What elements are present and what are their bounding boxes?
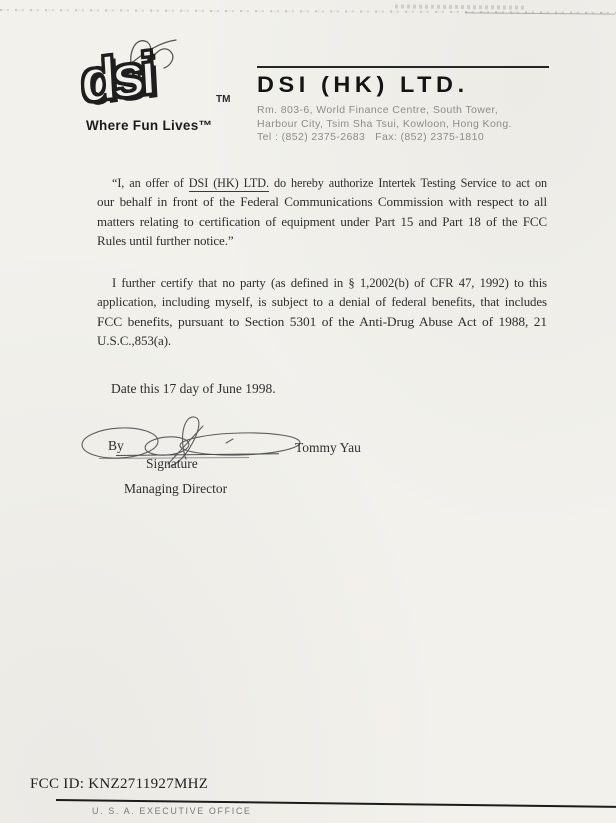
paragraph-line: matters relating to certification of equipment under Part 15 and Part 18 of the FCC xyxy=(97,213,547,229)
logo-wordmark: dsi xyxy=(78,39,154,116)
paragraph-line xyxy=(97,173,549,192)
company-contact-line: Tel : (852) 2375-2683 Fax: (852) 2375-1810 xyxy=(257,131,485,143)
signer-title: Managing Director xyxy=(124,481,228,496)
dsi-logo xyxy=(72,39,252,142)
paragraph-line: our behalf in front of the Federal Communications Commission with respect to all xyxy=(97,194,547,210)
authorization-paragraph xyxy=(97,173,549,251)
company-address-line2: Harbour City, Tsim Sha Tsui, Kowloon, Hong Kong. xyxy=(257,117,512,130)
paragraph-line: FCC benefits, pursuant to Section 5301 of the Anti-Drug Abuse Act of 1988, 21 xyxy=(97,313,547,329)
scan-artifact-line xyxy=(465,12,615,14)
signer-name: Tommy Yau xyxy=(295,440,361,455)
company-name: DSI (HK) LTD. xyxy=(257,72,469,97)
paragraph-text: “I, an offer of xyxy=(112,175,189,190)
logo-trademark: TM xyxy=(216,94,231,105)
fcc-id: FCC ID: KNZ2711927MHZ xyxy=(30,776,209,792)
paragraph-line: Rules until further notice.” xyxy=(97,233,234,249)
executive-office-line: U. S. A. EXECUTIVE OFFICE xyxy=(92,806,252,816)
scan-artifact-smudge xyxy=(395,4,525,9)
paragraph-text: do hereby authorize Intertek Testing Service to act on xyxy=(268,175,547,190)
paragraph-line: application, including myself, is subject to a denial of federal benefits, that includes xyxy=(97,294,547,310)
by-label: By xyxy=(108,438,124,453)
paragraph-line: I further certify that no party (as defined in § 1,2002(b) of CFR 47, 1992) to this xyxy=(112,275,547,290)
date-line: Date this 17 day of June 1998. xyxy=(111,381,276,396)
certification-paragraph xyxy=(97,273,549,351)
underlined-company-name: DSI (HK) LTD. xyxy=(188,175,269,190)
company-address-line1: Rm. 803-6, World Finance Centre, South Tower, xyxy=(257,104,499,116)
company-info-block xyxy=(257,66,549,145)
letterhead-rule xyxy=(257,66,549,68)
company-address xyxy=(257,104,549,145)
signature-label: Signature xyxy=(146,456,198,471)
paragraph-line: U.S.C.,853(a). xyxy=(97,333,172,349)
logo-tagline: Where Fun Lives™ xyxy=(86,118,213,133)
